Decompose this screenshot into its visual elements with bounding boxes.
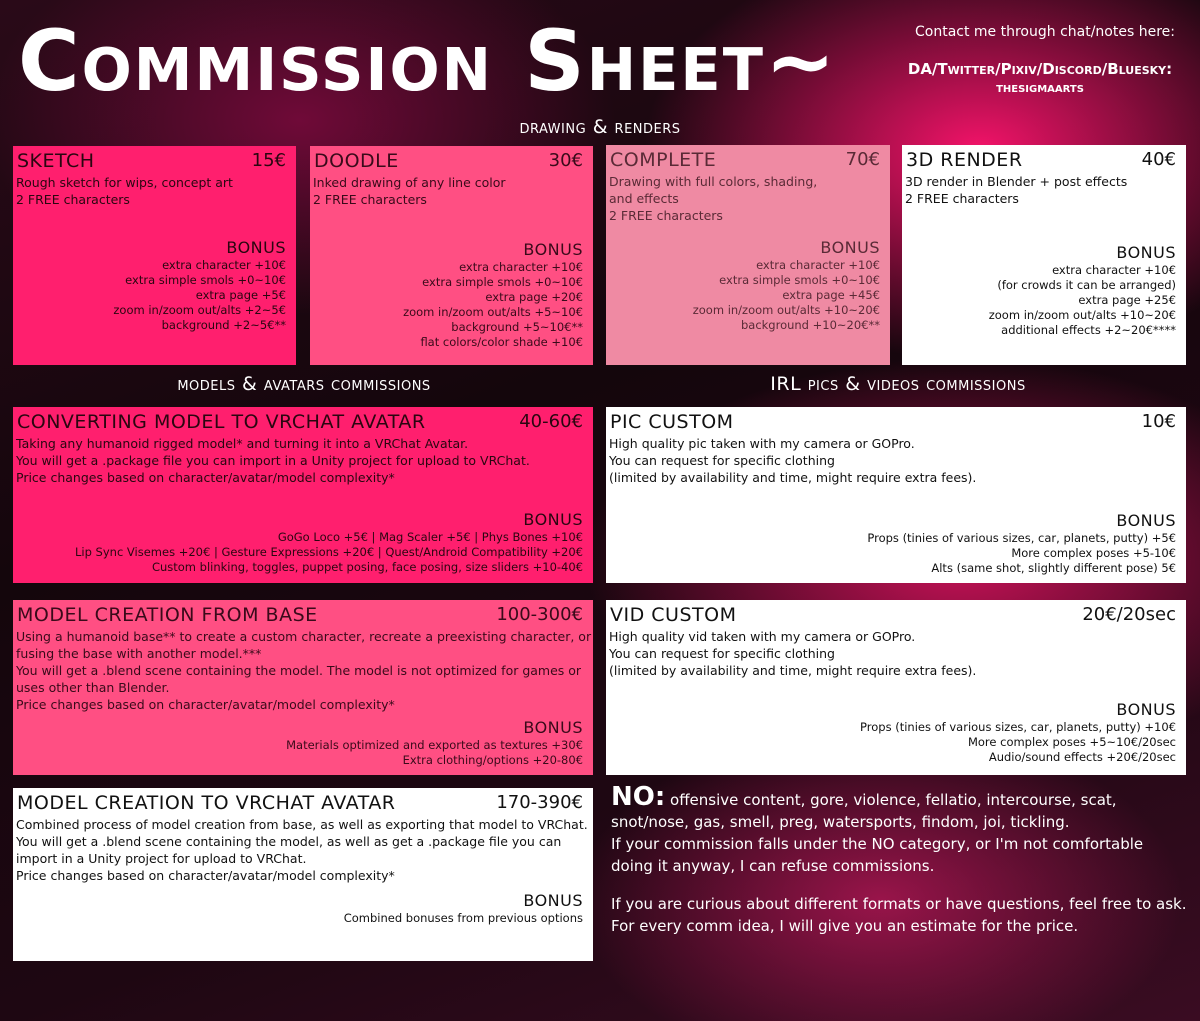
no-list-start: offensive content, gore, violence, fellatio, intercourse, scat, <box>670 791 1117 809</box>
no-line: doing it anyway, I can refuse commissions. <box>611 857 935 875</box>
contact-handle: thesigmaarts <box>996 80 1084 96</box>
commission-card-doodle <box>310 146 593 365</box>
card-title: SKETCH <box>17 150 95 172</box>
card-description <box>609 435 1178 486</box>
description-line: (limited by availability and time, might require extra fees). <box>609 663 977 678</box>
card-price: 70€ <box>845 149 880 170</box>
description-line: You will get a .package file you can import in a Unity project for upload to VRChat. <box>16 453 530 468</box>
description-line: 2 FREE characters <box>16 192 130 207</box>
description-line: Drawing with full colors, shading, <box>609 174 818 189</box>
bonus-block <box>860 700 1176 765</box>
commission-card-sketch <box>13 146 296 365</box>
card-description <box>16 435 585 486</box>
description-line: Price changes based on character/avatar/model complexity* <box>16 868 395 883</box>
closing-line: If you are curious about different formats or have questions, feel free to ask. <box>611 895 1187 913</box>
commission-card-converting-model <box>13 407 593 583</box>
bonus-line: extra character +10€ <box>1052 263 1176 277</box>
description-line: import in a Unity project for upload to VRChat. <box>16 851 307 866</box>
page-title: Commission Sheet~ <box>18 12 838 110</box>
description-line: 2 FREE characters <box>609 208 723 223</box>
card-price: 170-390€ <box>496 792 583 813</box>
bonus-line: zoom in/zoom out/alts +10~20€ <box>692 303 880 317</box>
no-first-line <box>611 782 1191 812</box>
bonus-block <box>113 238 286 333</box>
bonus-title: BONUS <box>523 240 583 259</box>
no-line: If your commission falls under the NO category, or I'm not comfortable <box>611 835 1144 853</box>
description-line: High quality pic taken with my camera or GOPro. <box>609 436 915 451</box>
commission-card-complete <box>606 145 890 365</box>
bonus-line: Props (tinies of various sizes, car, planets, putty) +5€ <box>867 531 1176 545</box>
bonus-title: BONUS <box>1116 511 1176 530</box>
bonus-line: Audio/sound effects +20€/20sec <box>988 750 1176 764</box>
description-line: Rough sketch for wips, concept art <box>16 175 233 190</box>
bonus-line: GoGo Loco +5€ | Mag Scaler +5€ | Phys Bones +10€ <box>277 530 583 544</box>
bonus-line: extra character +10€ <box>756 258 880 272</box>
bonus-block <box>403 240 583 350</box>
bonus-line: extra character +10€ <box>162 258 286 272</box>
no-line: snot/nose, gas, smell, preg, watersports, findom, joi, tickling. <box>611 813 1070 831</box>
bonus-line: extra character +10€ <box>459 260 583 274</box>
bonus-line: extra simple smols +0~10€ <box>125 273 286 287</box>
description-line: fusing the base with another model.*** <box>16 646 262 661</box>
bonus-title: BONUS <box>1116 243 1176 262</box>
bonus-title: BONUS <box>1116 700 1176 719</box>
bonus-line: extra page +45€ <box>782 288 880 302</box>
bonus-title: BONUS <box>820 238 880 257</box>
card-title: CONVERTING MODEL TO VRCHAT AVATAR <box>17 411 426 433</box>
bonus-block <box>286 718 583 768</box>
commission-card-3d-render <box>902 145 1186 365</box>
bonus-line: Extra clothing/options +20-80€ <box>402 753 583 767</box>
bonus-line: zoom in/zoom out/alts +2~5€ <box>113 303 286 317</box>
commission-card-model-creation-to-vrchat <box>13 788 593 961</box>
description-line: uses other than Blender. <box>16 680 170 695</box>
bonus-line: Lip Sync Visemes +20€ | Gesture Expressions +20€ | Quest/Android Compatibility +20€ <box>75 545 583 559</box>
card-price: 15€ <box>251 150 286 171</box>
commission-card-pic-custom <box>606 407 1186 583</box>
card-title: MODEL CREATION FROM BASE <box>17 604 318 626</box>
card-title: PIC CUSTOM <box>610 411 734 433</box>
card-title: MODEL CREATION TO VRCHAT AVATAR <box>17 792 396 814</box>
card-title: DOODLE <box>314 150 399 172</box>
card-price: 40€ <box>1141 149 1176 170</box>
bonus-title: BONUS <box>226 238 286 257</box>
description-line: Price changes based on character/avatar/model complexity* <box>16 697 395 712</box>
description-line: You can request for specific clothing <box>609 453 835 468</box>
closing-line: For every comm idea, I will give you an estimate for the price. <box>611 917 1079 935</box>
bonus-line: flat colors/color shade +10€ <box>420 335 583 349</box>
card-description <box>609 628 1178 679</box>
description-line: You can request for specific clothing <box>609 646 835 661</box>
bonus-line: Custom blinking, toggles, puppet posing, face posing, size sliders +10-40€ <box>151 560 583 574</box>
description-line: You will get a .blend scene containing the model. The model is not optimized for games or <box>16 663 582 678</box>
card-title: 3D RENDER <box>906 149 1023 171</box>
description-line: Inked drawing of any line color <box>313 175 506 190</box>
bonus-line: Props (tinies of various sizes, car, planets, putty) +10€ <box>860 720 1176 734</box>
commission-card-vid-custom <box>606 600 1186 775</box>
description-line: 2 FREE characters <box>313 192 427 207</box>
description-line: Using a humanoid base** to create a custom character, recreate a preexisting character, or <box>16 629 592 644</box>
card-title: VID CUSTOM <box>610 604 737 626</box>
bonus-line: additional effects +2~20€**** <box>1001 323 1176 337</box>
section-heading-models: models & avatars commissions <box>177 373 431 395</box>
contact-platforms: DA/Twitter/Pixiv/Discord/Bluesky: <box>907 60 1173 78</box>
section-heading-irl: IRL pics & videos commissions <box>770 373 1026 395</box>
bonus-block <box>867 511 1176 576</box>
card-description <box>313 174 585 208</box>
bonus-block <box>989 243 1176 338</box>
bonus-line: (for crowds it can be arranged) <box>997 278 1176 292</box>
bonus-line: background +5~10€** <box>451 320 583 334</box>
card-title: COMPLETE <box>610 149 717 171</box>
description-line: Price changes based on character/avatar/model complexity* <box>16 470 395 485</box>
card-description <box>16 628 592 713</box>
bonus-line: background +2~5€** <box>161 318 286 332</box>
bonus-title: BONUS <box>523 891 583 910</box>
card-price: 10€ <box>1141 411 1176 432</box>
bonus-title: BONUS <box>523 718 583 737</box>
bonus-line: extra page +5€ <box>195 288 286 302</box>
bonus-line: Alts (same shot, slightly different pose) 5€ <box>931 561 1176 575</box>
bonus-line: More complex poses +5~10€/20sec <box>967 735 1176 749</box>
description-line: 3D render in Blender + post effects <box>905 174 1128 189</box>
bonus-title: BONUS <box>523 510 583 529</box>
card-price: 30€ <box>548 150 583 171</box>
card-price: 100-300€ <box>496 604 583 625</box>
bonus-line: More complex poses +5-10€ <box>1011 546 1176 560</box>
bonus-line: Combined bonuses from previous options <box>343 911 583 925</box>
bonus-line: extra page +20€ <box>485 290 583 304</box>
bonus-line: background +10~20€** <box>740 318 880 332</box>
bonus-line: zoom in/zoom out/alts +5~10€ <box>403 305 583 319</box>
section-heading-drawing: drawing & renders <box>519 116 681 138</box>
card-description <box>905 173 1178 207</box>
description-line: 2 FREE characters <box>905 191 1019 206</box>
description-line: Taking any humanoid rigged model* and turning it into a VRChat Avatar. <box>16 436 469 451</box>
bonus-line: zoom in/zoom out/alts +10~20€ <box>988 308 1176 322</box>
bonus-line: extra page +25€ <box>1078 293 1176 307</box>
card-price: 40-60€ <box>519 411 583 432</box>
description-line: and effects <box>609 191 679 206</box>
commission-card-model-creation-from-base <box>13 600 593 775</box>
bonus-block <box>344 891 583 926</box>
description-line: High quality vid taken with my camera or GOPro. <box>609 629 916 644</box>
description-line: Combined process of model creation from base, as well as exporting that model to VRChat. <box>16 817 588 832</box>
contact-note: Contact me through chat/notes here: <box>915 24 1175 40</box>
description-line: (limited by availability and time, might require extra fees). <box>609 470 977 485</box>
bonus-line: extra simple smols +0~10€ <box>719 273 880 287</box>
card-description <box>16 816 588 884</box>
card-description <box>16 174 288 208</box>
card-price: 20€/20sec <box>1082 604 1176 625</box>
no-section <box>611 782 1191 976</box>
bonus-line: Materials optimized and exported as textures +30€ <box>286 738 583 752</box>
description-line: You will get a .blend scene containing the model, as well as get a .package file you can <box>16 834 562 849</box>
no-label: NO: <box>611 782 666 812</box>
bonus-block <box>75 510 583 575</box>
bonus-line: extra simple smols +0~10€ <box>422 275 583 289</box>
bonus-block <box>693 238 880 333</box>
card-description <box>609 173 882 224</box>
